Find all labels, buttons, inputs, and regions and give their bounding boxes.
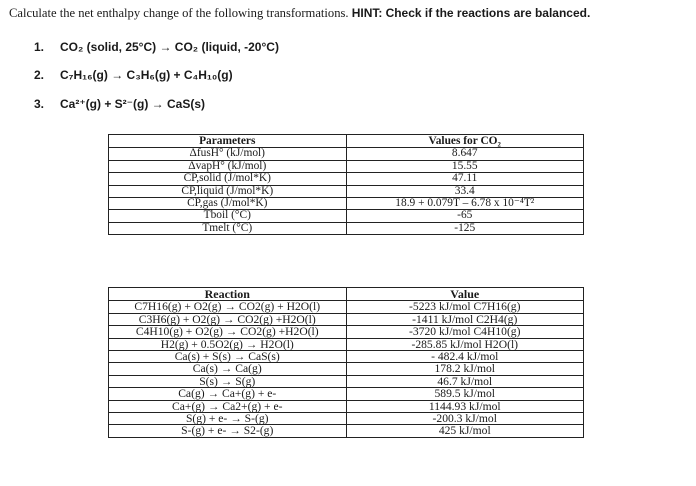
column-header: Parameters [109,135,347,148]
row-label-cell: S-(g) + e- → S2-(g) [109,425,347,437]
row-label-cell: Ca(s) + S(s) → CaS(s) [109,351,347,363]
row-label-cell: Tmelt (°C) [109,222,347,234]
problem-equation: CO₂ (solid, 25°C) → CO₂ (liquid, -20°C) [60,40,279,54]
table-row [109,413,584,425]
table-row [109,222,584,234]
table-row [109,363,584,375]
table-row [109,173,584,185]
table-row [109,338,584,350]
row-label-cell: C4H10(g) + O2(g) → CO2(g) +H2O(l) [109,326,347,338]
row-label-cell: Tboil (°C) [109,210,347,222]
row-label-cell: ΔfusH° (kJ/mol) [109,148,347,160]
row-value-cell: 47.11 [346,173,584,185]
row-label-cell: CP,liquid (J/mol*K) [109,185,347,197]
table-row [109,326,584,338]
problem-equation: Ca²⁺(g) + S²⁻(g) → CaS(s) [60,97,206,111]
row-value-cell: 1144.93 kJ/mol [346,400,584,412]
problem-1 [34,40,279,54]
reactions-table-body [109,301,584,437]
row-value-cell: -285.85 kJ/mol H2O(l) [346,338,584,350]
row-value-cell: -1411 kJ/mol C2H4(g) [346,313,584,325]
table-row [109,185,584,197]
table-row [109,351,584,363]
table-header-row [109,288,584,301]
row-value-cell: -3720 kJ/mol C4H10(g) [346,326,584,338]
problem-number: 1. [34,40,45,54]
parameters-table-body [109,148,584,235]
table-row [109,198,584,210]
reactions-table [108,287,584,438]
row-label-cell: ΔvapH° (kJ/mol) [109,160,347,172]
row-value-cell: 178.2 kJ/mol [346,363,584,375]
problem-number: 2. [34,68,45,82]
table-row [109,301,584,313]
table-row [109,148,584,160]
row-label-cell: H2(g) + 0.5O2(g) → H2O(l) [109,338,347,350]
row-value-cell: 8.647 [346,148,584,160]
row-value-cell: 589.5 kJ/mol [346,388,584,400]
row-value-cell: -5223 kJ/mol C7H16(g) [346,301,584,313]
problem-number: 3. [34,97,45,111]
row-label-cell: S(s) → S(g) [109,375,347,387]
row-label-cell: CP,solid (J/mol*K) [109,173,347,185]
table-row [109,425,584,437]
row-value-cell: - 482.4 kJ/mol [346,351,584,363]
row-value-cell: -125 [346,222,584,234]
row-label-cell: C7H16(g) + O2(g) → CO2(g) + H2O(l) [109,301,347,313]
hint-text: Check if the reactions are balanced. [385,6,591,20]
row-label-cell: Ca(s) → Ca(g) [109,363,347,375]
table-row [109,313,584,325]
row-value-cell: 425 kJ/mol [346,425,584,437]
row-value-cell: 18.9 + 0.079T – 6.78 x 10⁻⁴T² [346,198,584,210]
hint-label: HINT: [351,6,383,20]
table-row [109,160,584,172]
parameters-table [108,134,584,235]
problem-3 [34,97,205,111]
table-row [109,210,584,222]
row-value-cell: -65 [346,210,584,222]
row-label-cell: C3H6(g) + O2(g) → CO2(g) +H2O(l) [109,313,347,325]
column-header: Values for CO₂ [346,135,584,148]
instructions [9,6,689,21]
row-label-cell: CP,gas (J/mol*K) [109,198,347,210]
table-row [109,400,584,412]
table-header-row [109,135,584,148]
row-label-cell: S(g) + e- → S-(g) [109,413,347,425]
problem-2 [34,68,233,82]
table-row [109,375,584,387]
row-label-cell: Ca(g) → Ca+(g) + e- [109,388,347,400]
table-row [109,388,584,400]
problem-equation: C₇H₁₆(g) → C₃H₆(g) + C₄H₁₀(g) [60,68,233,82]
row-value-cell: 33.4 [346,185,584,197]
row-label-cell: Ca+(g) → Ca2+(g) + e- [109,400,347,412]
row-value-cell: 15.55 [346,160,584,172]
row-value-cell: 46.7 kJ/mol [346,375,584,387]
instructions-text: Calculate the net enthalpy change of the following transformations. [9,6,349,20]
row-value-cell: -200.3 kJ/mol [346,413,584,425]
column-header: Reaction [109,288,347,301]
column-header: Value [346,288,584,301]
